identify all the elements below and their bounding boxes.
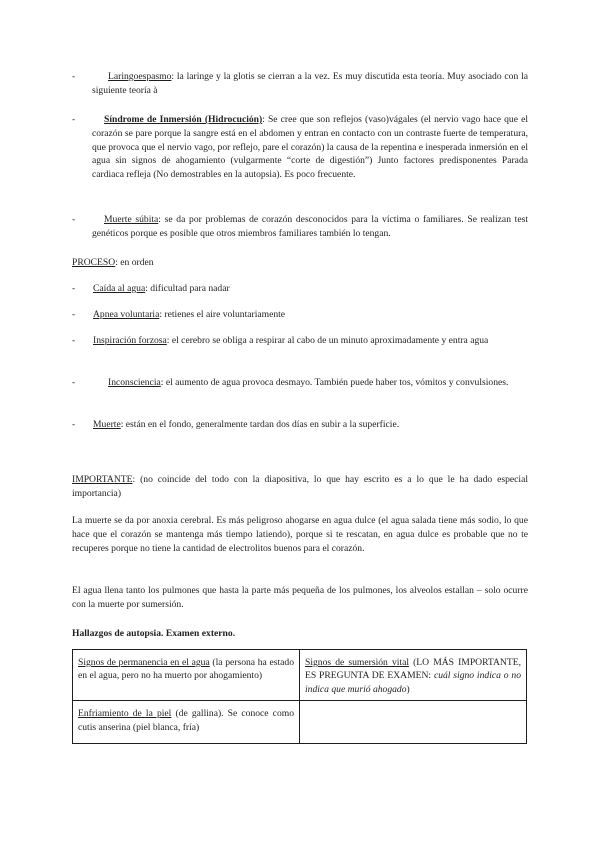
proceso-heading <box>72 256 528 270</box>
cell-text: (la persona ha estado en el agua, pero no ha muerto por ahogamiento) <box>78 657 294 682</box>
importante-label: IMPORTANTE <box>72 474 133 485</box>
bullet-dash: - <box>72 114 76 125</box>
bullet-dash: - <box>72 71 76 82</box>
proceso-item-lead: Caída al agua <box>93 283 146 294</box>
proceso-item-text: : dificultad para nadar <box>145 283 230 294</box>
proceso-label: PROCESO <box>72 257 116 268</box>
bullet-text: : la laringe y la glotis se cierran a la vez. Es muy discutida esta teoría. Muy asociado con la siguiente teoría à <box>92 71 528 96</box>
proceso-item <box>72 282 528 296</box>
proceso-item <box>72 418 528 432</box>
proceso-item-text: : están en el fondo, generalmente tardan dos días en subir a la superficie. <box>120 419 400 430</box>
bullet-text: : Se cree que son reflejos (vaso)vágales (el nervio vago hace que el corazón se pare porque la sangre está en el abdomen y entran en contacto con un contraste fuerte de temperatura, que provoca que el nervio vago, por reflejo, pare el corazón) la causa de la repentina e inesperada inmersión en el agua sin signos de ahogamiento (vulgarmente “corte de digestión”) Junto factores predisponentes Parada cardiaca refleja (No demostrables en la autopsia). Es poco frecuente. <box>92 114 528 181</box>
bullet-dash: - <box>72 309 76 320</box>
table-cell-empty <box>300 701 527 744</box>
importante-paragraph <box>72 473 528 501</box>
table-cell-sumersion-vital <box>300 650 527 701</box>
bullet-lead: Síndrome de Inmersión (Hidrocución) <box>104 114 263 125</box>
bullet-laringoespasmo <box>72 70 528 98</box>
alveolos-paragraph: El agua llena tanto los pulmones que hasta la parte más pequeña de los pulmones, los alveolos estallan – solo ocurre con la muerte por sumersión. <box>72 585 528 610</box>
table-cell-permanencia <box>73 650 300 701</box>
table-row <box>73 701 527 744</box>
bullet-text: : se da por problemas de corazón desconocidos para la víctima o familiares. Se realizan test genéticos porque es posible que otros miembros familiares también lo tengan. <box>92 214 528 239</box>
cell-text: (de gallina). Se conoce como cutis anserina (piel blanca, fría) <box>78 708 294 733</box>
bullet-muerte-subita <box>72 213 528 241</box>
cell-lead: Enfriamiento de la piel <box>78 708 172 720</box>
cell-text-end: ) <box>406 683 410 695</box>
bullet-lead: Laringoespasmo <box>108 71 172 82</box>
bullet-sindrome-inmersion <box>72 113 528 182</box>
bullet-dash: - <box>72 419 76 430</box>
cell-text: (LO MÁS IMPORTANTE, ES PREGUNTA DE EXAMEN: <box>305 657 521 682</box>
autopsy-table <box>72 649 527 744</box>
bullet-dash: - <box>72 283 76 294</box>
proceso-item-lead: Apnea voluntaria <box>93 309 160 320</box>
proceso-item <box>72 376 528 390</box>
importante-text: : (no coincide del todo con la diapositiva, lo que hay escrito es a lo que le ha dado especial importancia) <box>72 474 528 499</box>
bullet-dash: - <box>72 335 76 346</box>
proceso-item <box>72 308 528 322</box>
hallazgos-heading: Hallazgos de autopsia. Examen externo. <box>72 628 236 639</box>
proceso-item <box>72 334 528 348</box>
proceso-item-text: : el aumento de agua provoca desmayo. También puede haber tos, vómitos y convulsiones. <box>160 377 509 388</box>
bullet-lead: Muerte súbita <box>104 214 159 225</box>
proceso-item-text: : retienes el aire voluntariamente <box>159 309 286 320</box>
table-row <box>73 650 527 701</box>
proceso-item-text: : el cerebro se obliga a respirar al cabo de un minuto aproximadamente y entra agua <box>166 335 489 346</box>
proceso-item-lead: Muerte <box>93 419 121 430</box>
anoxia-paragraph: La muerte se da por anoxia cerebral. Es más peligroso ahogarse en agua dulce (el agua salada tiene más sodio, lo que hace que el corazón se mantenga más tiempo latiendo), porque si te rescatan, en agua dulce es probable que no te recuperes porque no tiene la cantidad de electrolitos buenos para el corazón. <box>72 515 528 554</box>
table-cell-enfriamiento <box>73 701 300 744</box>
bullet-dash: - <box>72 377 76 388</box>
cell-italic-note: cuál signo indica o no indica que murió ahogado <box>305 670 521 695</box>
bullet-dash: - <box>72 214 76 225</box>
cell-title: Signos de sumersión vital <box>305 657 409 668</box>
proceso-suffix: : en orden <box>115 257 154 268</box>
proceso-item-lead: Inspiración forzosa <box>93 335 167 346</box>
proceso-item-lead: Inconsciencia <box>108 377 161 388</box>
cell-title: Signos de permanencia en el agua <box>78 657 210 668</box>
